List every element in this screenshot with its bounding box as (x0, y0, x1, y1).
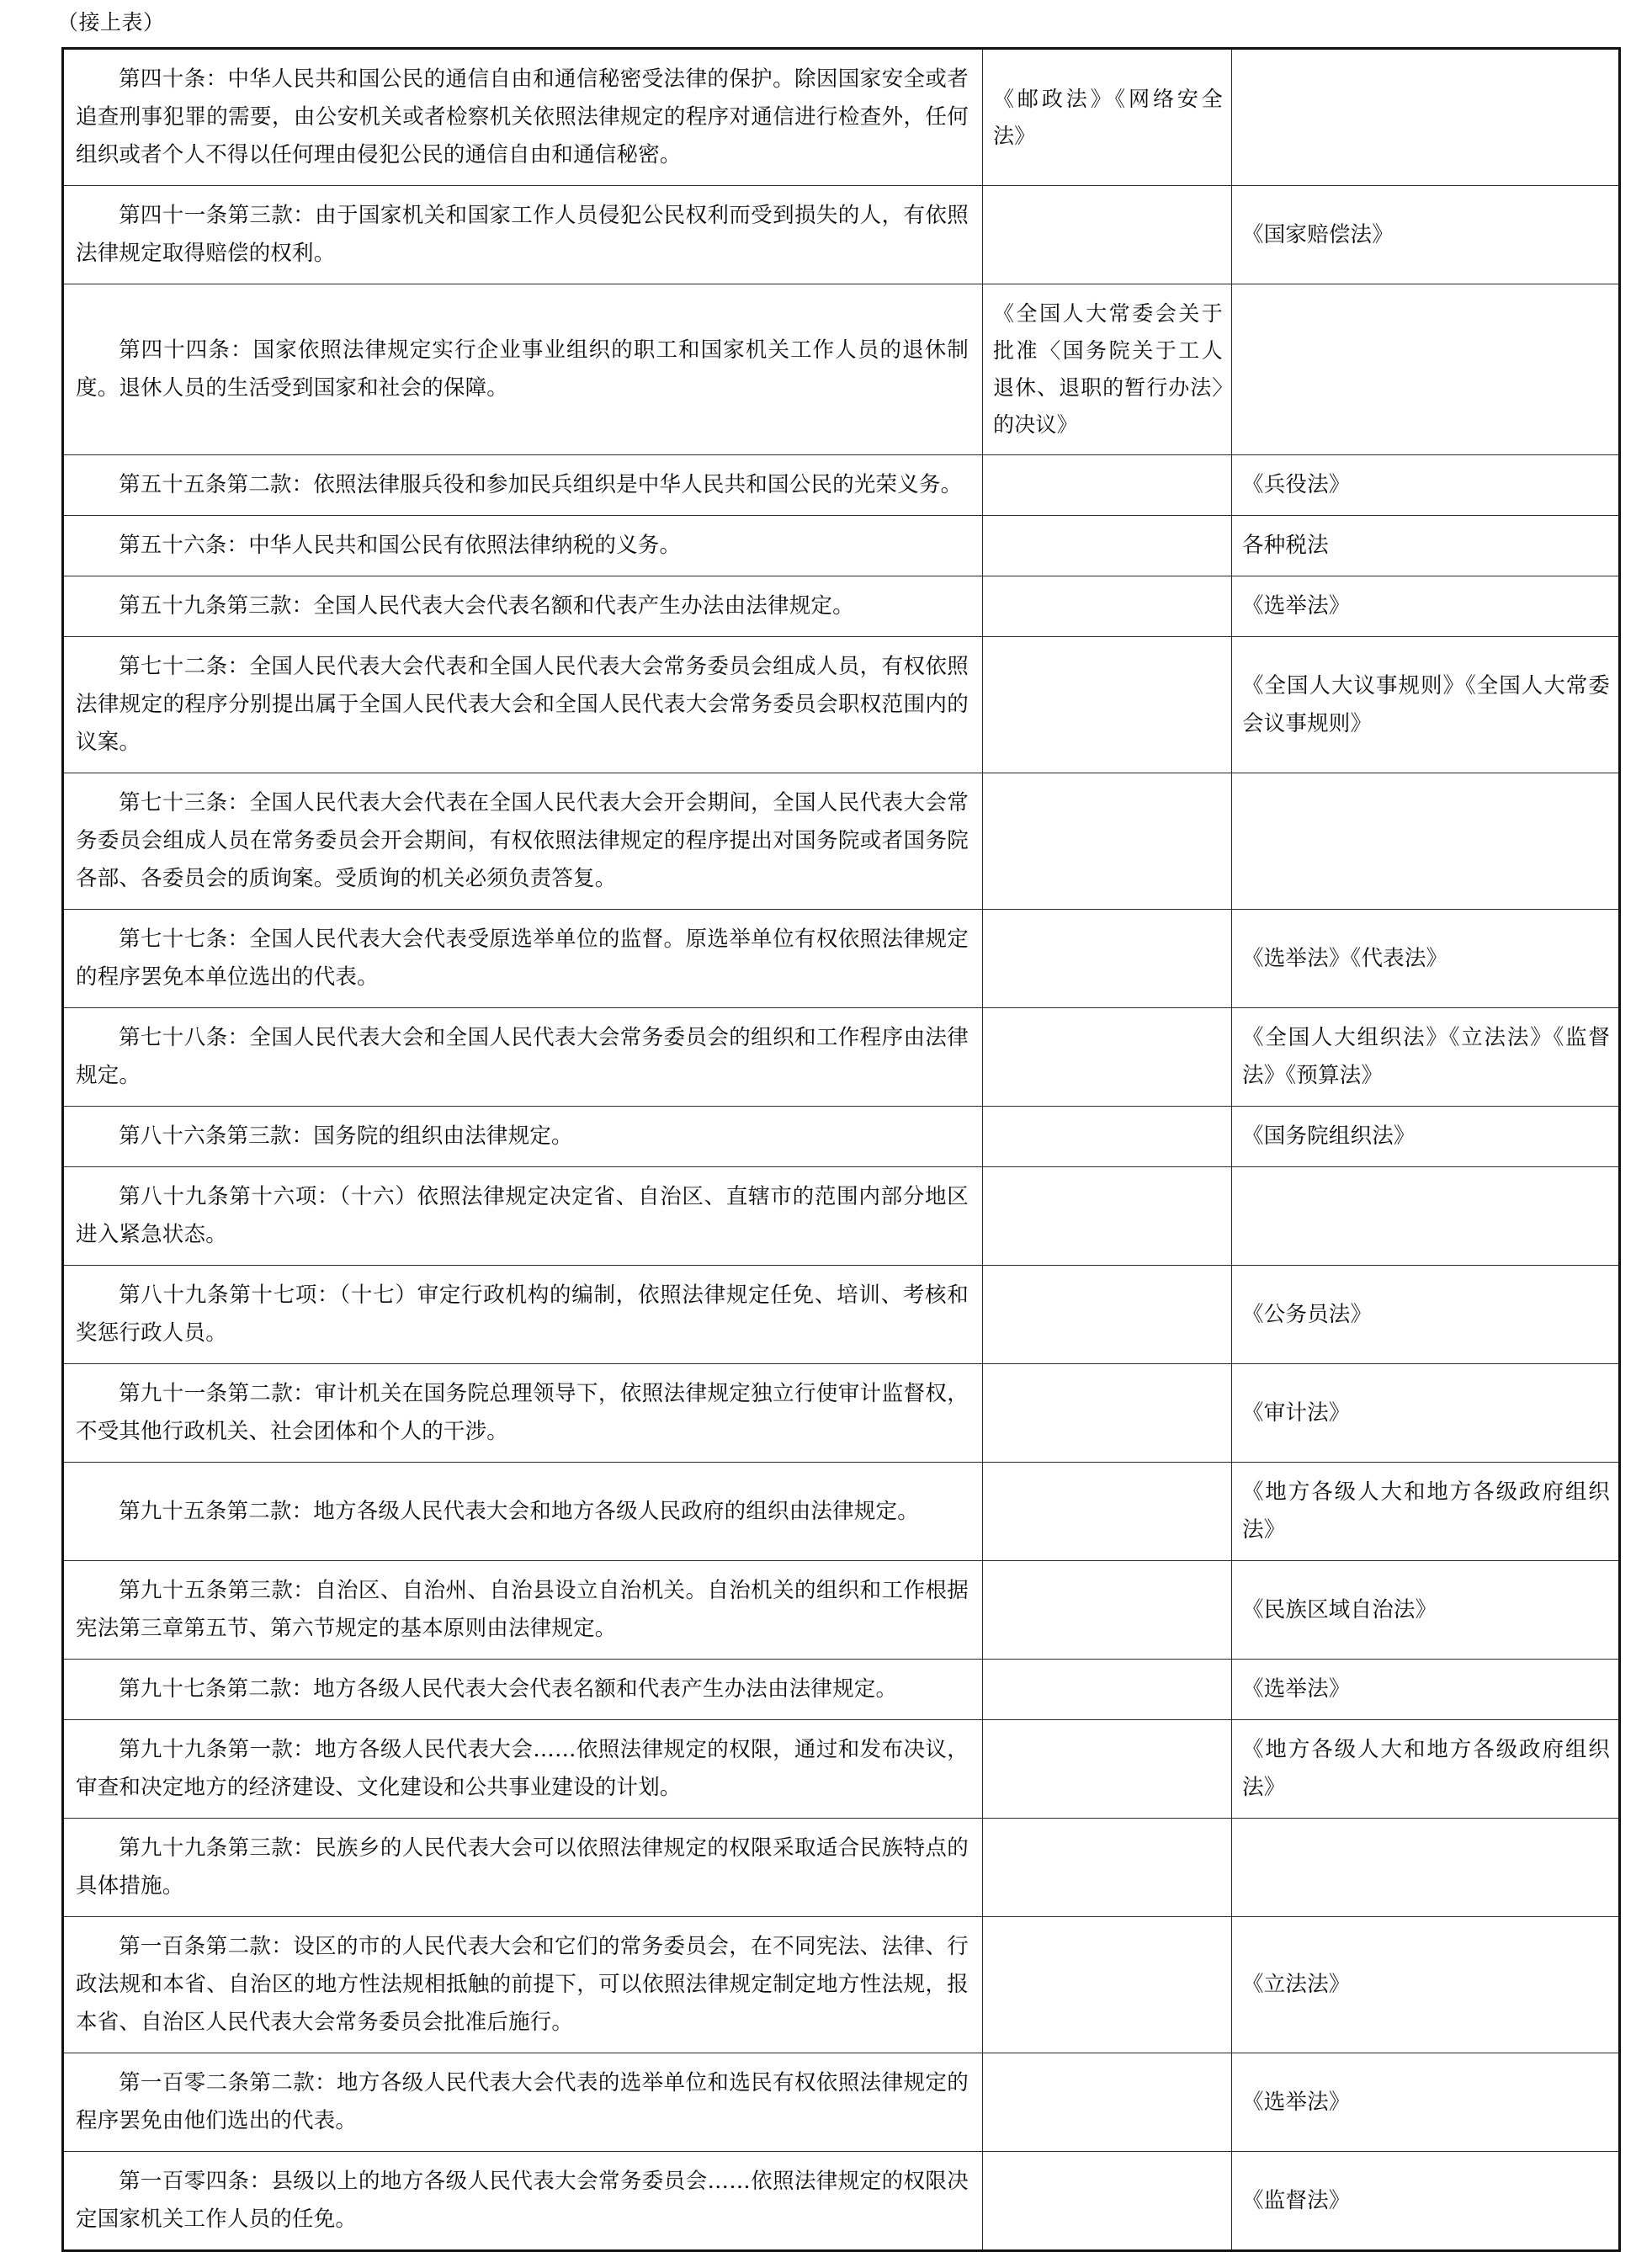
law-name-right: 《选举法》 (1242, 2089, 1351, 2115)
cell-law-middle (983, 637, 1232, 773)
cell-law-right (1232, 1463, 1620, 1561)
law-name-middle (983, 1402, 1231, 1424)
cell-law-right (1232, 49, 1620, 186)
law-name-right (1232, 107, 1618, 129)
cell-article-text (63, 186, 983, 284)
cell-law-middle (983, 49, 1232, 186)
cell-article-text (63, 1720, 983, 1819)
table-row (63, 1266, 1620, 1364)
table-row (63, 1463, 1620, 1561)
article-text: 第八十六条第三款：国务院的组织由法律规定。 (119, 1123, 573, 1149)
law-name-middle (983, 1205, 1231, 1227)
cell-law-middle (983, 1364, 1232, 1463)
cell-law-right (1232, 455, 1620, 516)
cell-article-text (63, 455, 983, 516)
table-row (63, 1167, 1620, 1266)
cell-article-text (63, 1107, 983, 1167)
law-name-right: 《审计法》 (1242, 1400, 1351, 1426)
law-name-right: 《选举法》 (1242, 593, 1351, 619)
table-row (63, 1561, 1620, 1660)
law-name-right: 《全国人大议事规则》《全国人大常委会议事规则》 (1242, 672, 1610, 736)
cell-article-text (63, 49, 983, 186)
law-name-middle (983, 535, 1231, 557)
cell-article-text (63, 1463, 983, 1561)
law-name-middle (983, 1599, 1231, 1621)
law-name-middle: 《邮政法》《网络安全法》 (993, 86, 1223, 148)
cell-law-right (1232, 2152, 1620, 2251)
cell-article-text (63, 1660, 983, 1720)
table-row (63, 1819, 1620, 1917)
table-row (63, 2053, 1620, 2152)
article-text: 第九十九条第三款：民族乡的人民代表大会可以依照法律规定的权限采取适合民族特点的具体措施。 (76, 1835, 969, 1899)
cell-law-right (1232, 1008, 1620, 1107)
article-text: 第一百零二条第二款：地方各级人民代表大会代表的选举单位和选民有权依照法律规定的程序罢免由他们选出的代表。 (76, 2070, 969, 2133)
cell-law-middle (983, 1917, 1232, 2053)
cell-article-text (63, 1167, 983, 1266)
cell-article-text (63, 2053, 983, 2152)
law-name-right (1232, 1856, 1618, 1878)
law-name-middle (983, 224, 1231, 246)
law-name-right: 《国务院组织法》 (1242, 1123, 1416, 1149)
article-text: 第八十九条第十六项：（十六）依照法律规定决定省、自治区、直辖市的范围内部分地区进入紧急状态。 (76, 1184, 969, 1247)
cell-law-middle (983, 1561, 1232, 1660)
law-name-right: 《选举法》 (1242, 1676, 1351, 1702)
cell-article-text (63, 910, 983, 1008)
cell-law-middle (983, 1107, 1232, 1167)
law-name-right (1232, 831, 1618, 852)
table-row (63, 773, 1620, 910)
table-row (63, 284, 1620, 455)
table-row (63, 1107, 1620, 1167)
article-text: 第九十五条第三款：自治区、自治州、自治县设立自治机关。自治机关的组织和工作根据宪法第三章第五节、第六节规定的基本原则由法律规定。 (76, 1578, 969, 1641)
cell-law-right (1232, 1917, 1620, 2053)
cell-article-text (63, 773, 983, 910)
article-text: 第八十九条第十七项：（十七）审定行政机构的编制，依照法律规定任免、培训、考核和奖惩行政人员。 (76, 1283, 969, 1346)
law-name-right: 《国家赔偿法》 (1242, 221, 1394, 247)
article-text: 第五十六条：中华人民共和国公民有依照法律纳税的义务。 (119, 533, 682, 558)
law-name-right (1232, 1205, 1618, 1227)
cell-law-right (1232, 1266, 1620, 1364)
cell-article-text (63, 1266, 983, 1364)
cell-law-middle (983, 516, 1232, 576)
cell-law-middle (983, 773, 1232, 910)
cell-article-text (63, 284, 983, 455)
article-text: 第九十一条第二款：审计机关在国务院总理领导下，依照法律规定独立行使审计监督权，不受其他行政机关、社会团体和个人的干涉。 (76, 1381, 969, 1444)
cell-law-right (1232, 1720, 1620, 1819)
law-name-right: 《立法法》 (1242, 1972, 1351, 1997)
article-text: 第九十九条第一款：地方各级人民代表大会……依照法律规定的权限，通过和发布决议，审查和决定地方的经济建设、文化建设和公共事业建设的计划。 (76, 1737, 969, 1800)
cell-law-right (1232, 1819, 1620, 1917)
cell-law-middle (983, 1660, 1232, 1720)
cell-law-right (1232, 1107, 1620, 1167)
table-row (63, 1720, 1620, 1819)
law-name-right: 《兵役法》 (1242, 472, 1351, 497)
law-name-middle (983, 2190, 1231, 2212)
cell-law-middle (983, 576, 1232, 637)
table-body (63, 49, 1620, 2251)
cell-article-text (63, 576, 983, 637)
law-name-right: 《全国人大组织法》《立法法》《监督法》《预算法》 (1242, 1025, 1610, 1088)
cell-law-middle (983, 1819, 1232, 1917)
cell-law-middle (983, 2053, 1232, 2152)
cell-law-right (1232, 1167, 1620, 1266)
law-name-middle (983, 1500, 1231, 1522)
cell-law-middle (983, 1720, 1232, 1819)
law-name-right: 《监督法》 (1242, 2187, 1351, 2213)
article-text: 第五十五条第二款：依照法律服兵役和参加民兵组织是中华人民共和国公民的光荣义务。 (119, 472, 963, 497)
cell-law-right (1232, 910, 1620, 1008)
table-row (63, 516, 1620, 576)
article-text: 第一百零四条：县级以上的地方各级人民代表大会常务委员会……依照法律规定的权限决定国家机关工作人员的任免。 (76, 2169, 969, 2232)
article-text: 第九十五条第二款：地方各级人民代表大会和地方各级人民政府的组织由法律规定。 (119, 1498, 919, 1524)
law-name-right: 《民族区域自治法》 (1242, 1596, 1437, 1623)
law-name-right: 各种税法 (1242, 533, 1329, 558)
table-row (63, 1008, 1620, 1107)
law-name-middle (983, 475, 1231, 497)
table-row (63, 576, 1620, 637)
cell-law-middle (983, 1008, 1232, 1107)
cell-article-text (63, 516, 983, 576)
law-name-right: 《公务员法》 (1242, 1301, 1373, 1327)
cell-law-middle (983, 284, 1232, 455)
cell-law-middle (983, 910, 1232, 1008)
table-row (63, 2152, 1620, 2251)
cell-law-right (1232, 637, 1620, 773)
law-name-middle (983, 1758, 1231, 1780)
article-text: 第九十七条第二款：地方各级人民代表大会代表名额和代表产生办法由法律规定。 (119, 1676, 898, 1702)
law-name-middle (983, 1856, 1231, 1878)
cell-law-right (1232, 516, 1620, 576)
table-row (63, 186, 1620, 284)
article-text: 第七十三条：全国人民代表大会代表在全国人民代表大会开会期间，全国人民代表大会常务委员会组成人员在常务委员会开会期间，有权依照法律规定的程序提出对国务院或者国务院各部、各委员会的质询案。受质询的机关必须负责答复。 (76, 790, 969, 891)
continuation-note: （接上表） (57, 10, 165, 35)
cell-law-middle (983, 1266, 1232, 1364)
cell-law-middle (983, 455, 1232, 516)
law-name-right: 《选举法》《代表法》 (1242, 945, 1448, 971)
cell-law-middle (983, 186, 1232, 284)
law-name-middle (983, 1046, 1231, 1068)
law-name-right: 《地方各级人大和地方各级政府组织法》 (1242, 1479, 1610, 1543)
cell-law-right (1232, 773, 1620, 910)
cell-law-middle (983, 1463, 1232, 1561)
article-text: 第五十九条第三款：全国人民代表大会代表名额和代表产生办法由法律规定。 (119, 593, 854, 619)
table-row (63, 1917, 1620, 2053)
law-name-middle (983, 1126, 1231, 1148)
cell-article-text (63, 637, 983, 773)
article-text: 第七十二条：全国人民代表大会代表和全国人民代表大会常务委员会组成人员，有权依照法律规定的程序分别提出属于全国人民代表大会和全国人民代表大会常务委员会职权范围内的议案。 (76, 654, 969, 755)
cell-law-right (1232, 1364, 1620, 1463)
cell-article-text (63, 1364, 983, 1463)
cell-law-right (1232, 2053, 1620, 2152)
table-row (63, 49, 1620, 186)
table-row (63, 1660, 1620, 1720)
cell-article-text (63, 2152, 983, 2251)
law-name-middle (983, 2091, 1231, 2113)
table-row (63, 455, 1620, 516)
law-name-middle (983, 1304, 1231, 1325)
cell-law-right (1232, 284, 1620, 455)
constitution-law-table (61, 47, 1621, 2252)
law-name-right: 《地方各级人大和地方各级政府组织法》 (1242, 1737, 1610, 1800)
law-name-middle (983, 694, 1231, 716)
cell-article-text (63, 1819, 983, 1917)
law-name-middle (983, 1679, 1231, 1701)
law-name-middle (983, 948, 1231, 969)
article-text: 第四十条：中华人民共和国公民的通信自由和通信秘密受法律的保护。除因国家安全或者追查刑事犯罪的需要，由公安机关或者检察机关依照法律规定的程序对通信进行检查外，任何组织或者个人不得以任何理由侵犯公民的通信自由和通信秘密。 (76, 66, 969, 167)
law-name-middle (983, 596, 1231, 618)
law-name-middle (983, 1974, 1231, 1996)
cell-law-right (1232, 1660, 1620, 1720)
table-row (63, 1364, 1620, 1463)
law-name-middle (983, 831, 1231, 852)
table-row (63, 637, 1620, 773)
law-table-container (61, 47, 1618, 2252)
article-text: 第一百条第二款：设区的市的人民代表大会和它们的常务委员会，在不同宪法、法律、行政法规和本省、自治区的地方性法规相抵触的前提下，可以依照法律规定制定地方性法规，报本省、自治区人民代表大会常务委员会批准后施行。 (76, 1934, 969, 2035)
cell-article-text (63, 1917, 983, 2053)
cell-law-right (1232, 186, 1620, 284)
cell-article-text (63, 1561, 983, 1660)
law-name-middle: 《全国人大常委会关于批准〈国务院关于工人退休、退职的暂行办法〉的决议》 (993, 301, 1223, 437)
article-text: 第四十一条第三款：由于国家机关和国家工作人员侵犯公民权利而受到损失的人，有依照法律规定取得赔偿的权利。 (76, 203, 969, 266)
table-row (63, 910, 1620, 1008)
cell-law-right (1232, 576, 1620, 637)
cell-law-middle (983, 1167, 1232, 1266)
law-name-right (1232, 359, 1618, 380)
cell-law-right (1232, 1561, 1620, 1660)
cell-law-middle (983, 2152, 1232, 2251)
cell-article-text (63, 1008, 983, 1107)
article-text: 第七十八条：全国人民代表大会和全国人民代表大会常务委员会的组织和工作程序由法律规定。 (76, 1025, 969, 1088)
article-text: 第七十七条：全国人民代表大会代表受原选举单位的监督。原选举单位有权依照法律规定的程序罢免本单位选出的代表。 (76, 927, 969, 990)
article-text: 第四十四条：国家依照法律规定实行企业事业组织的职工和国家机关工作人员的退休制度。退休人员的生活受到国家和社会的保障。 (76, 337, 969, 401)
